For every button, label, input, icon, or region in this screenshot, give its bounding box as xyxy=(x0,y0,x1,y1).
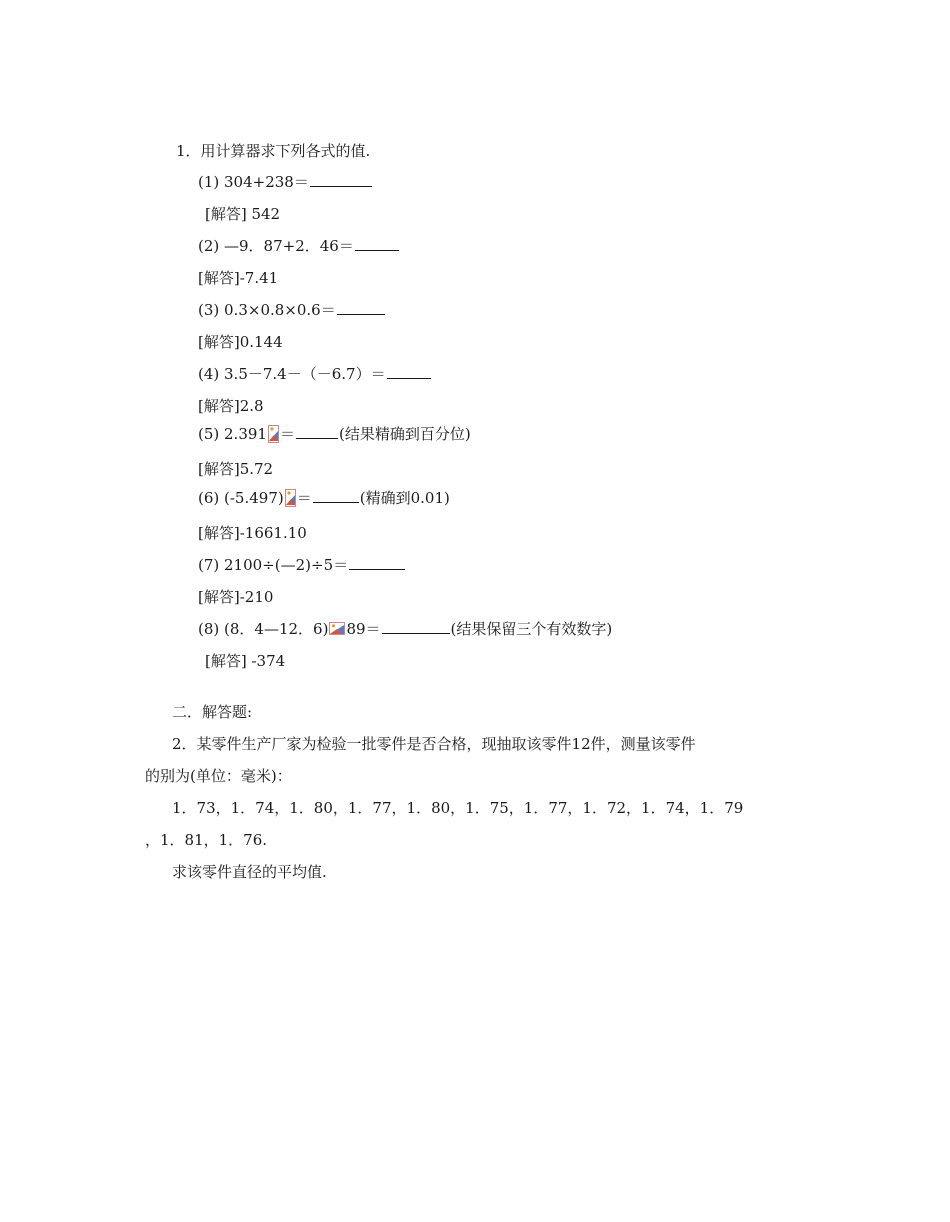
answer-blank xyxy=(313,488,359,503)
item-7-answer: [解答]-210 xyxy=(198,588,274,606)
question-1-title: 1．用计算器求下列各式的值. xyxy=(176,142,371,160)
item-7 xyxy=(198,555,406,575)
answer-blank xyxy=(296,424,338,439)
item-7-expression: (7) 2100÷(—2)÷5＝ xyxy=(198,556,349,574)
item-5-expression: (5) 2.391 xyxy=(198,425,267,443)
item-3-expression: (3) 0.3×0.8×0.6＝ xyxy=(198,301,336,319)
item-8-answer: [解答] -374 xyxy=(205,652,286,670)
item-4-expression: (4) 3.5－7.4－（－6.7）＝ xyxy=(198,365,386,383)
question-2-prompt: 求该零件直径的平均值. xyxy=(172,863,327,881)
item-1 xyxy=(198,172,373,192)
answer-blank xyxy=(310,172,372,187)
answer-blank xyxy=(387,364,431,379)
item-3-answer: [解答]0.144 xyxy=(198,333,283,351)
question-2-data-line-1: 1．73，1．74，1．80，1．77，1．80，1．75，1．77，1．72，1．74，1．79 xyxy=(172,799,744,817)
item-3 xyxy=(198,300,386,320)
item-4 xyxy=(198,364,432,384)
item-5-answer: [解答]5.72 xyxy=(198,460,274,478)
item-8-equals: 89＝ xyxy=(346,620,381,638)
broken-image-icon xyxy=(285,489,296,507)
answer-blank xyxy=(349,555,405,570)
item-6-answer: [解答]-1661.10 xyxy=(198,524,307,542)
item-2 xyxy=(198,236,400,256)
question-2-line-1: 2．某零件生产厂家为检验一批零件是否合格，现抽取该零件12件，测量该零件 xyxy=(172,735,696,753)
item-2-answer: [解答]-7.41 xyxy=(198,269,279,287)
broken-image-icon xyxy=(329,622,345,635)
item-5-equals: ＝ xyxy=(279,425,295,443)
item-1-expression: (1) 304+238＝ xyxy=(198,173,309,191)
item-6-note: (精确到0.01) xyxy=(359,489,450,507)
item-5 xyxy=(198,424,471,444)
item-8-expression: (8) (8．4—12．6) xyxy=(198,620,329,638)
item-8-note: (结果保留三个有效数字) xyxy=(450,620,613,638)
question-2-line-2: 的别为(单位：毫米)： xyxy=(145,767,292,785)
item-5-note: (结果精确到百分位) xyxy=(338,425,471,443)
item-2-expression: (2) —9．87+2．46＝ xyxy=(198,237,354,255)
question-2-data-line-2: ，1．81，1．76. xyxy=(145,831,268,849)
item-1-answer: [解答] 542 xyxy=(205,205,281,223)
answer-blank xyxy=(355,236,399,251)
answer-blank xyxy=(382,619,450,634)
item-6-equals: ＝ xyxy=(296,489,312,507)
item-6-expression: (6) (-5.497) xyxy=(198,489,284,507)
broken-image-icon xyxy=(268,425,279,443)
item-8 xyxy=(198,619,612,639)
section-2-title: 二．解答题: xyxy=(172,703,253,721)
answer-blank xyxy=(337,300,385,315)
item-4-answer: [解答]2.8 xyxy=(198,397,264,415)
item-6 xyxy=(198,488,450,508)
